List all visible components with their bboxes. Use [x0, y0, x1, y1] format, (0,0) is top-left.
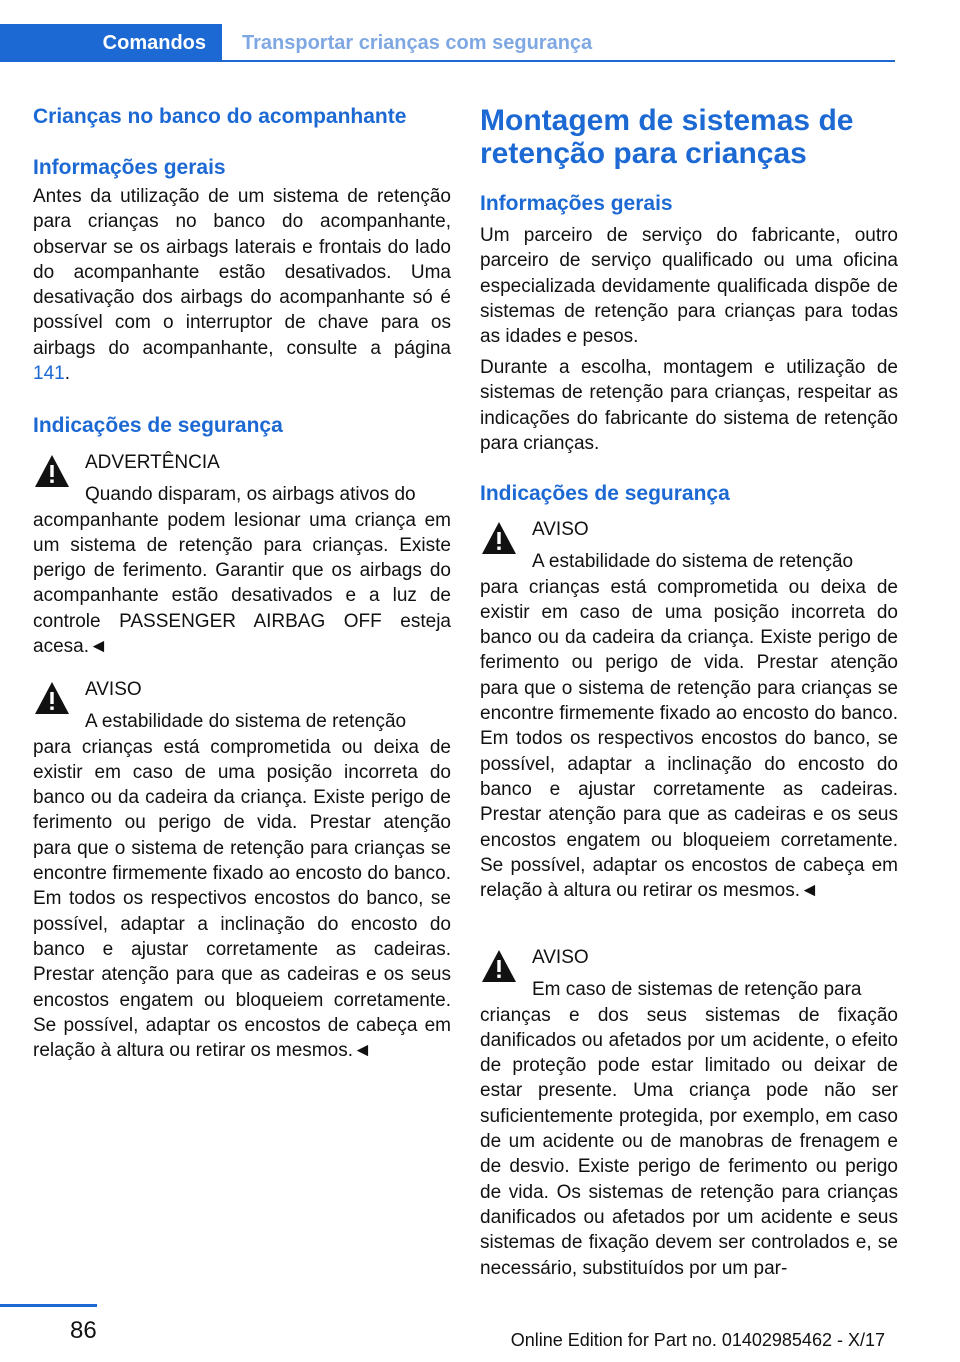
paragraph-manufacturer-notes: Durante a escolha, montagem e utilização de sistemas de retenção para crianças, respeitar as indicações do fabricante do sistema de retenção para crianças.: [480, 357, 898, 454]
heading-general-info: Informações gerais: [33, 156, 226, 179]
page-link-141[interactable]: 141: [33, 363, 65, 385]
paragraph-end: .: [64, 363, 70, 385]
heading-safety: Indicações de segurança: [480, 482, 730, 505]
warning-first-line: Quando disparam, os airbags ativos do: [85, 484, 416, 506]
paragraph-text: Antes da utilização de um sistema de retenção para crianças no banco do acompanhante, observar se os airbags laterais e frontais do lado do acompanhante estão desativados. Uma desativação dos airbags do acompanhante só é possível com o interruptor de chave para os airbags do acompanhante, consulte a página: [33, 186, 451, 359]
section-title-passenger-seat: Crianças no banco do acompanhante: [33, 105, 407, 128]
warning-block-aviso-2: [480, 945, 898, 1281]
heading-safety: Indicações de segurança: [33, 414, 283, 437]
warning-first-line: A estabilidade do sistema de retenção: [532, 551, 854, 573]
footer-divider: [0, 1304, 97, 1307]
edition-info: Online Edition for Part no. 01402985462 - X/17: [510, 1330, 885, 1350]
warning-triangle-icon: [33, 452, 71, 490]
page-header: [0, 0, 960, 66]
main-heading: Montagem de sistemas de retenção para crianças: [480, 104, 854, 170]
warning-text: acompanhante podem lesionar uma criança em um sistema de retenção para crianças. Existe perigo de ferimento. Garantir que os airbags do acompanhante estão desativados e a luz de controle PASSENGER AIRBAG OFF esteja acesa.◄: [33, 509, 451, 658]
heading-general-info: Informações gerais: [480, 192, 673, 215]
warning-title: ADVERTÊNCIA: [85, 452, 220, 473]
warning-title: AVISO: [532, 947, 589, 968]
page-number: 86: [70, 1317, 97, 1344]
warning-block-aviso: [33, 677, 451, 1063]
warning-triangle-icon: [480, 947, 518, 985]
warning-block-aviso-1: [480, 517, 898, 903]
paragraph-general-info: [33, 184, 451, 386]
warning-first-line: A estabilidade do sistema de retenção: [85, 711, 407, 733]
warning-triangle-icon: [33, 679, 71, 717]
warning-block-advertencia: [33, 450, 451, 659]
paragraph-service-partner: Um parceiro de serviço do fabricante, outro parceiro de serviço qualificado ou uma oficina especializada devidamente qualificada dispõe de sistemas de retenção para crianças para todas as idades e pesos.: [480, 225, 898, 348]
warning-title: AVISO: [85, 679, 142, 700]
warning-text: para crianças está comprometida ou deixa de existir em caso de uma posição incorreta do banco ou da cadeira da criança. Existe perigo de ferimento ou perigo de vida. Prestar atenção para que o sistema de retenção para crianças se encontre firmemente fixado ao encosto do banco. Em todos os respectivos encostos do banco, se possível, adaptar a inclinação do encosto do banco e ajustar corretamente as cadeiras. Prestar atenção para que as cadeiras e os seus encostos engatem ou bloqueiem corretamente. Se possível, adaptar os encostos de cabeça em relação à altura ou retirar os mesmos.◄: [33, 736, 451, 1062]
header-divider: [0, 60, 895, 62]
breadcrumb-section[interactable]: Transportar crianças com segurança: [242, 31, 593, 54]
warning-triangle-icon: [480, 519, 518, 557]
warning-text: para crianças está comprometida ou deixa de existir em caso de uma posição incorreta do banco ou da cadeira da criança. Existe perigo de ferimento ou perigo de vida. Prestar atenção para que o sistema de retenção para crianças se encontre firmemente fixado ao encosto do banco. Em todos os respectivos encostos do banco, se possível, adaptar a inclinação do encosto do banco e ajustar corretamente as cadeiras. Prestar atenção para que as cadeiras e os seus encostos engatem ou bloqueiem corretamente. Se possível, adaptar os encostos de cabeça em relação à altura ou retirar os mesmos.◄: [480, 576, 898, 902]
warning-title: AVISO: [532, 519, 589, 540]
warning-text: crianças e dos seus sistemas de fixação danificados ou afetados por um acidente, o efeito de proteção pode estar limitado ou deixar de estar presente. Uma criança pode não ser suficientemente protegida, por exemplo, em caso de um acidente ou de manobras de frenagem e de desvio. Existe perigo de ferimento ou perigo de vida. Os sistemas de retenção para crianças danificados ou afetados por um acidente e seus sistemas de fixação devem ser controlados e, se necessário, substituídos por um par-: [480, 1004, 898, 1279]
tab-comandos[interactable]: Comandos: [0, 24, 222, 62]
warning-first-line: Em caso de sistemas de retenção para: [532, 979, 862, 1001]
